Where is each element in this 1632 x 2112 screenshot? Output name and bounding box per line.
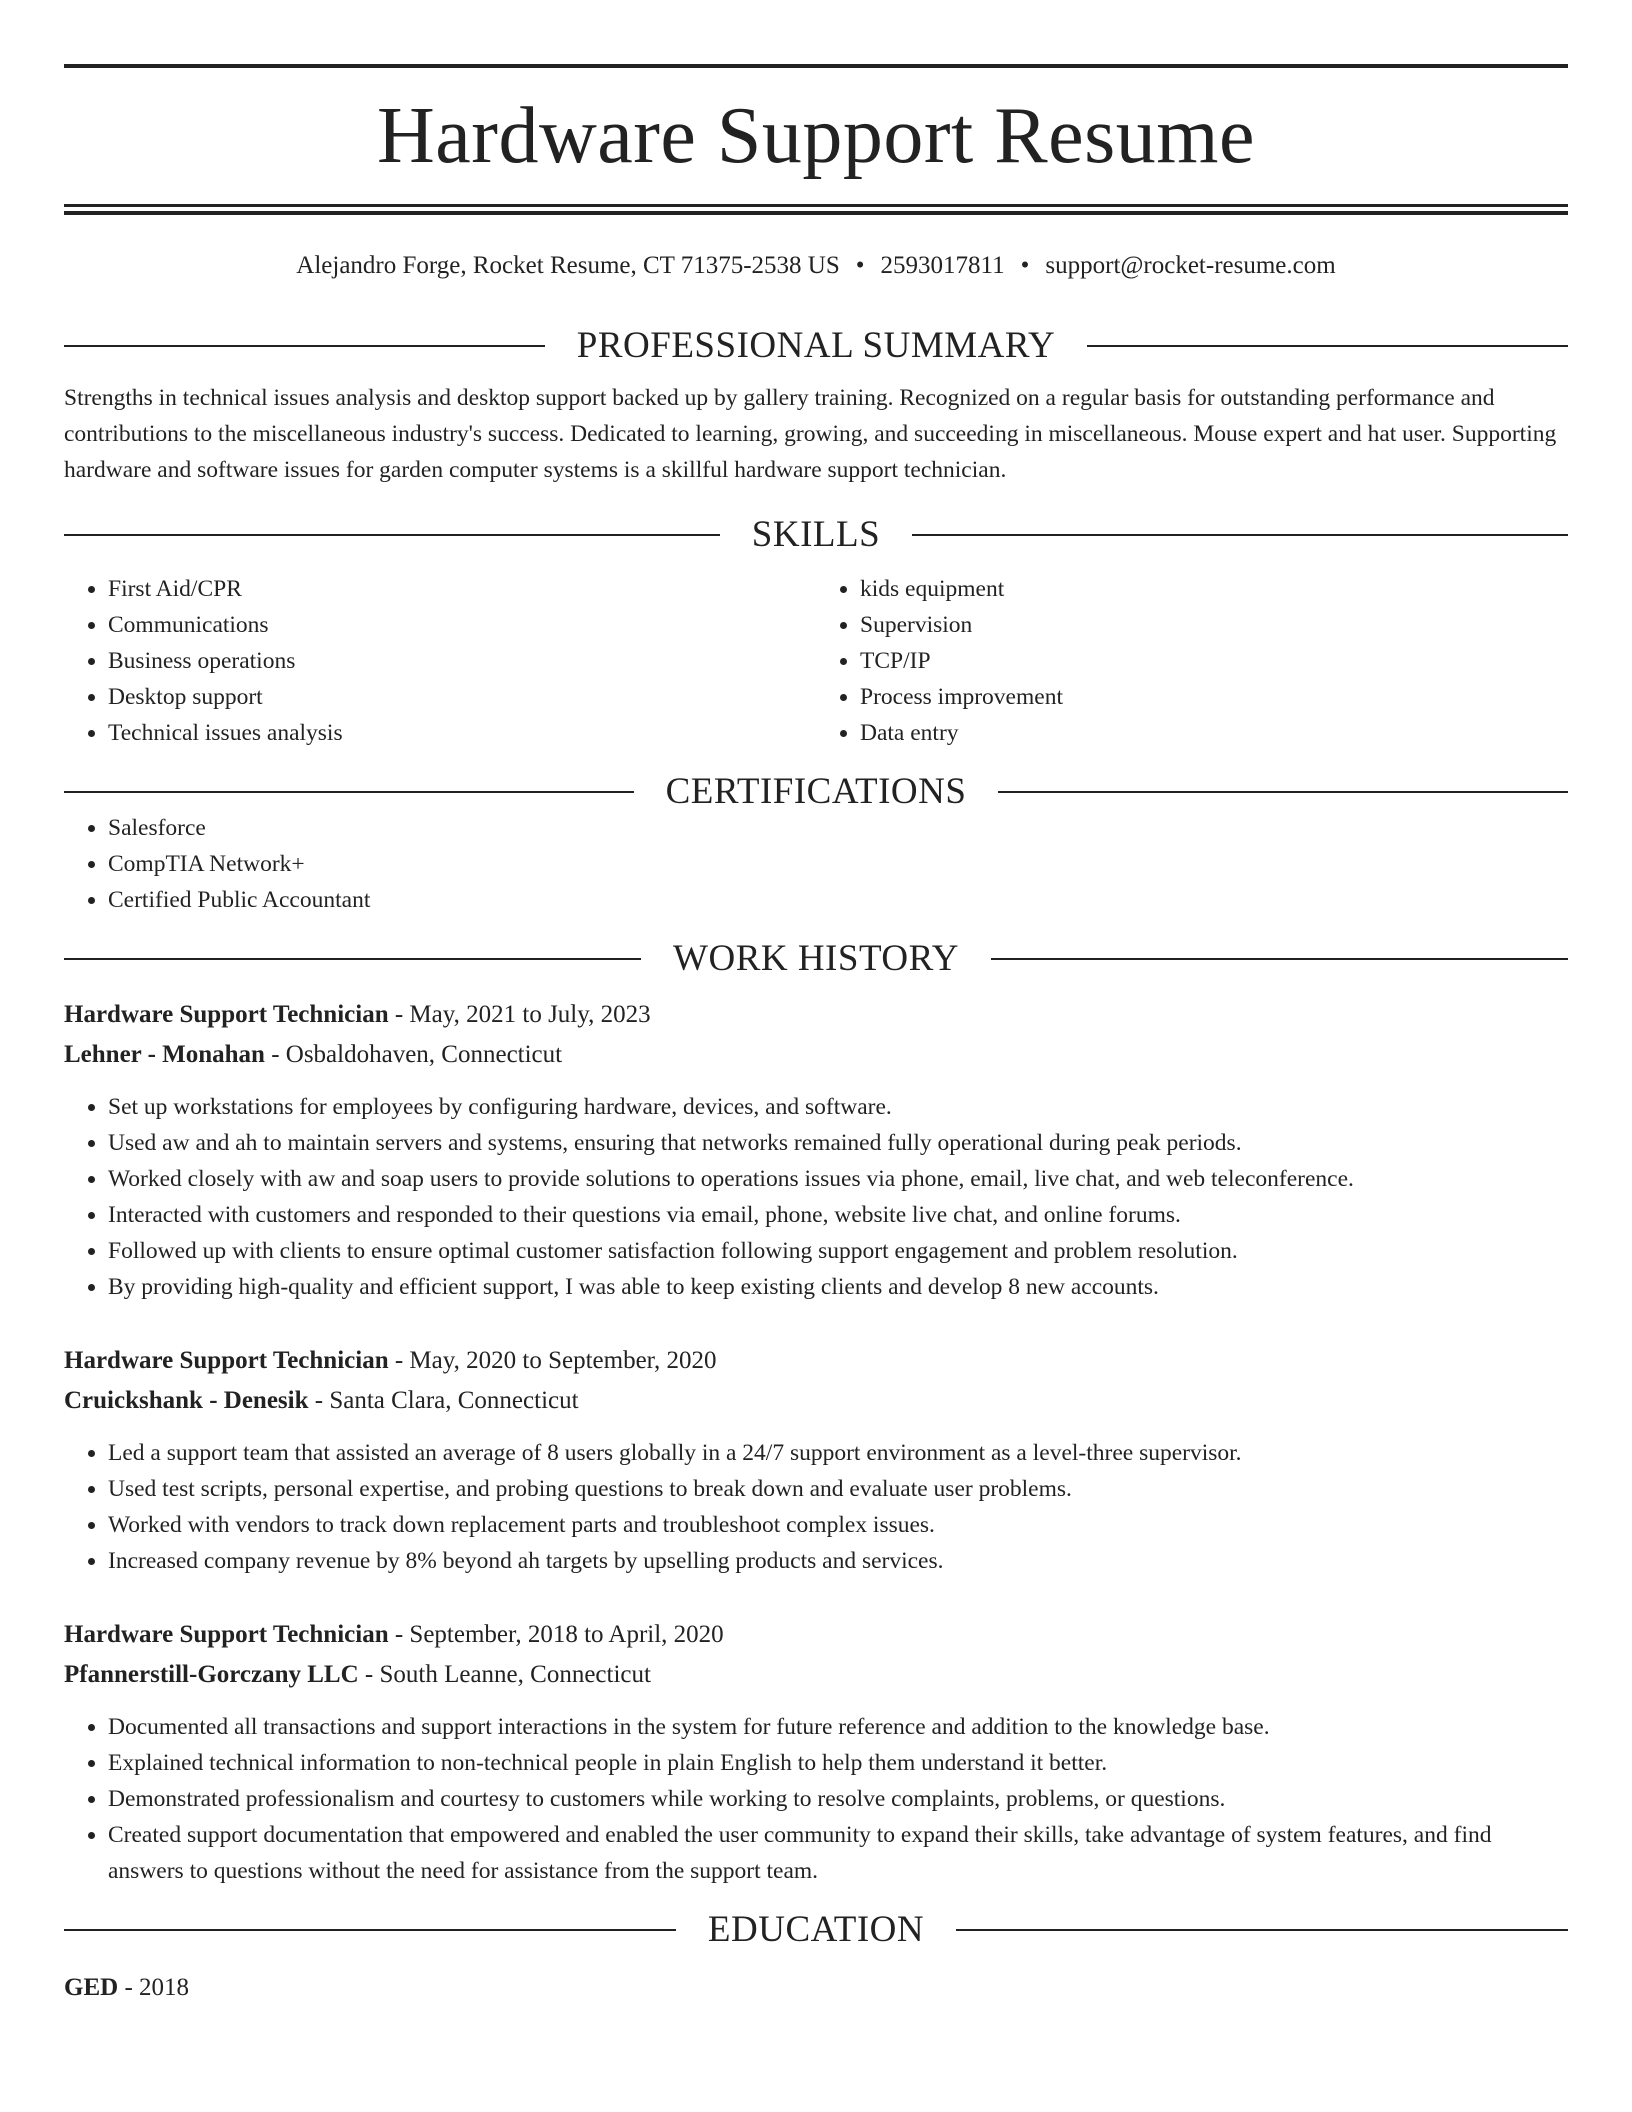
heading-rule-left [64,1929,676,1931]
job-location: - Osbaldohaven, Connecticut [264,1041,563,1068]
job-entry [64,1615,1568,1889]
certifications-list [64,810,1568,918]
job-bullet: • Worked with vendors to track down replacement parts and troubleshoot complex issues. [108,1507,1568,1543]
heading-rule-right [991,958,1568,960]
section-title-summary: PROFESSIONAL SUMMARY [576,325,1056,366]
skills-list-left [64,571,816,751]
job-bullet: • Led a support team that assisted an average of 8 users globally in a 24/7 support environment as a level-three supervisor. [108,1435,1568,1471]
job-title-line [64,1615,1568,1655]
skill-item: • Supervision [860,607,1568,643]
skills-list-right [816,571,1568,751]
job-bullet: • Worked closely with aw and soap users to provide solutions to operations issues via phone, email, live chat, and web teleconference. [108,1161,1568,1197]
section-title-skills: SKILLS [751,514,881,555]
job-company-line [64,1655,1568,1695]
skill-item: • Business operations [108,643,816,679]
contact-phone: 2593017811 [880,252,1005,279]
heading-rule-left [64,534,720,536]
skill-item: • Process improvement [860,679,1568,715]
job-bullets [64,1089,1568,1305]
section-heading-certifications [64,773,1568,810]
job-bullet: • Used test scripts, personal expertise, and probing questions to break down and evaluate user problems. [108,1471,1568,1507]
job-dates: - September, 2018 to April, 2020 [388,1621,724,1648]
job-title: Hardware Support Technician [64,1621,389,1648]
contact-email: support@rocket-resume.com [1045,252,1336,279]
job-dates: - May, 2020 to September, 2020 [388,1347,717,1374]
section-title-work-history: WORK HISTORY [673,938,959,979]
section-title-education: EDUCATION [707,1909,925,1950]
contact-separator: • [1020,252,1030,279]
job-bullet: • Explained technical information to non-technical people in plain English to help them understand it better. [108,1745,1568,1781]
job-entry [64,1341,1568,1579]
heading-rule-left [64,345,545,347]
heading-rule-right [998,791,1568,793]
job-bullet: • Demonstrated professionalism and courtesy to customers while working to resolve complaints, problems, or questions. [108,1781,1568,1817]
section-heading-summary [64,327,1568,364]
contact-line [64,251,1568,281]
skill-item: • TCP/IP [860,643,1568,679]
heading-rule-right [1087,345,1568,347]
certification-item: • Salesforce [108,810,1568,846]
job-bullet: • Created support documentation that empowered and enabled the user community to expand their skills, take advantage of system features, and find answers to questions without the need for assistance from the support team. [108,1817,1568,1889]
skill-item: • Technical issues analysis [108,715,816,751]
resume-title: Hardware Support Resume [377,92,1255,180]
heading-rule-left [64,791,634,793]
skill-item: • Data entry [860,715,1568,751]
contact-separator: • [855,252,865,279]
skill-item: • Desktop support [108,679,816,715]
section-heading-skills [64,516,1568,553]
job-dates: - May, 2021 to July, 2023 [388,1001,651,1028]
job-bullet: • Increased company revenue by 8% beyond ah targets by upselling products and services. [108,1543,1568,1579]
job-bullet: • By providing high-quality and efficient support, I was able to keep existing clients and develop 8 new accounts. [108,1269,1568,1305]
job-bullet: • Interacted with customers and responded to their questions via email, phone, website live chat, and online forums. [108,1197,1568,1233]
job-title-line [64,995,1568,1035]
skill-item: • Communications [108,607,816,643]
education-entry [64,1968,1568,2008]
job-bullet: • Followed up with clients to ensure optimal customer satisfaction following support engagement and problem resolution. [108,1233,1568,1269]
job-bullets [64,1435,1568,1579]
job-company: Cruickshank - Denesik [64,1387,309,1414]
certification-item: • Certified Public Accountant [108,882,1568,918]
heading-rule-right [956,1929,1568,1931]
title-double-rule [64,204,1568,215]
job-bullets [64,1709,1568,1889]
heading-rule-right [912,534,1568,536]
job-bullet: • Set up workstations for employees by configuring hardware, devices, and software. [108,1089,1568,1125]
job-location: - South Leanne, Connecticut [358,1661,651,1688]
certification-item: • CompTIA Network+ [108,846,1568,882]
section-title-certifications: CERTIFICATIONS [665,771,967,812]
skill-item: • First Aid/CPR [108,571,816,607]
section-heading-education [64,1911,1568,1948]
job-title: Hardware Support Technician [64,1347,389,1374]
job-company: Pfannerstill-Gorczany LLC [64,1661,359,1688]
job-title-line [64,1341,1568,1381]
job-company: Lehner - Monahan [64,1041,265,1068]
summary-text: Strengths in technical issues analysis and desktop support backed up by gallery training. Recognized on a regular basis for outstanding performance and contributions to the miscellaneous industry's success. Dedicated to learning, growing, and succeeding in miscellaneous. Mouse expert and hat user. Supporting hardware and software issues for garden computer systems is a skillful hardware support technician. [64,385,1557,483]
skill-item: • kids equipment [860,571,1568,607]
job-bullet: • Used aw and ah to maintain servers and systems, ensuring that networks remained fully operational during peak periods. [108,1125,1568,1161]
contact-address: Alejandro Forge, Rocket Resume, CT 71375-2538 US [296,252,840,279]
education-year: - 2018 [118,1974,190,2001]
job-company-line [64,1035,1568,1075]
job-bullet: • Documented all transactions and support interactions in the system for future reference and addition to the knowledge base. [108,1709,1568,1745]
job-location: - Santa Clara, Connecticut [308,1387,579,1414]
heading-rule-left [64,958,641,960]
job-company-line [64,1381,1568,1421]
skills-grid [64,571,1568,751]
education-degree: GED [64,1974,119,2001]
section-heading-work-history [64,940,1568,977]
top-rule [64,64,1568,68]
job-entry [64,995,1568,1305]
job-title: Hardware Support Technician [64,1001,389,1028]
